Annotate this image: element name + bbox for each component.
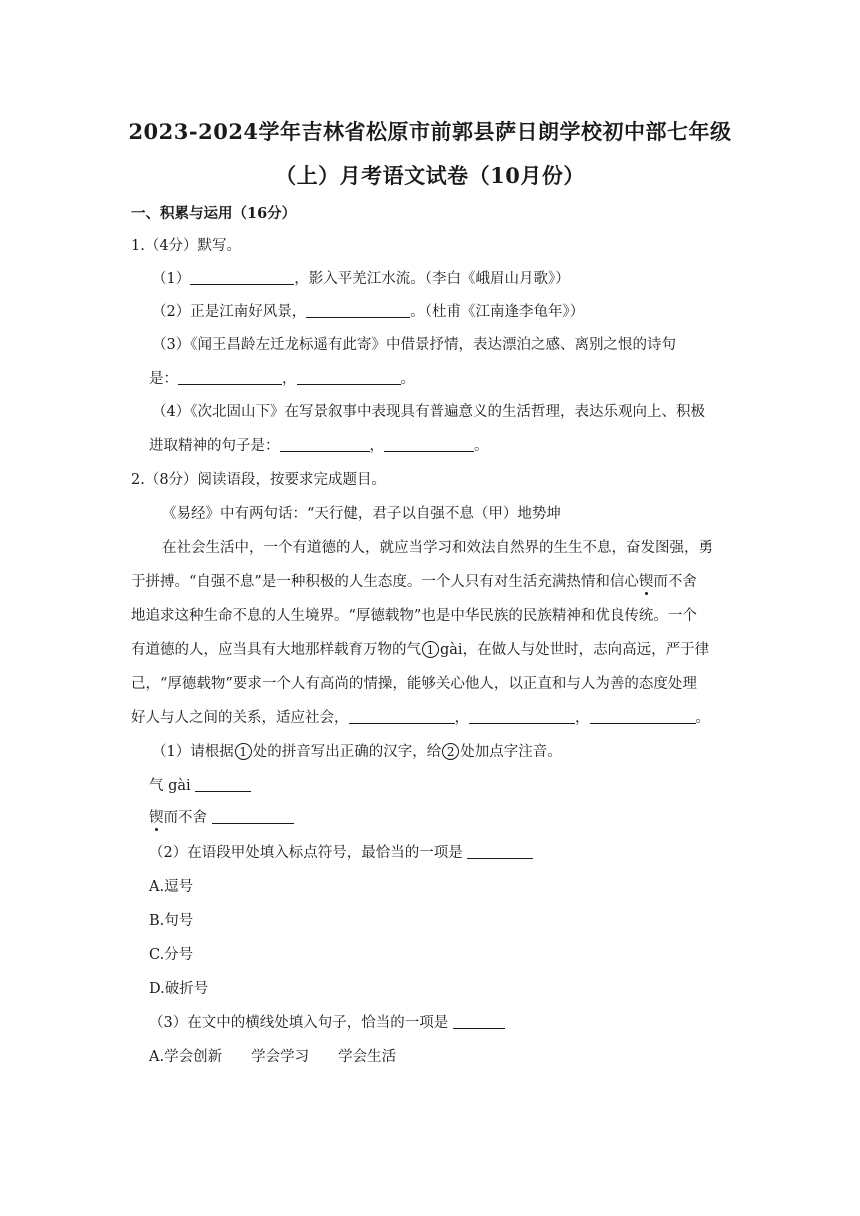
- answer-blank[interactable]: [384, 436, 474, 452]
- answer-blank[interactable]: [280, 436, 370, 452]
- comma: ，: [454, 710, 469, 726]
- item-3-prefix: 是：: [149, 371, 178, 387]
- answer-blank[interactable]: [349, 708, 455, 724]
- answer-blank[interactable]: [306, 302, 410, 318]
- question-1-stem: 1.（4分）默写。: [131, 238, 242, 254]
- section-heading: 一、积累与运用（16分）: [131, 205, 297, 222]
- sub-question-text: 处的拼音写出正确的汉字，给: [252, 744, 442, 760]
- passage-line-5: 己，“厚德载物”要求一个人有高尚的情操，能够关心他人，以正直和与人为善的态度处理: [131, 676, 697, 692]
- passage-text: 好人与人之间的关系，适应社会，: [131, 710, 349, 726]
- answer-blank[interactable]: [453, 1013, 505, 1029]
- sub-question-3: [149, 1013, 505, 1033]
- sub-question-2: [149, 843, 533, 863]
- question-1-item-4-line-1: （4）《次北固山下》在写景叙事中表现具有普遍意义的生活哲理，表达乐观向上、积极: [152, 404, 705, 420]
- exam-title-line-1: 2023-2024学年吉林省松原市前郭县萨日朗学校初中部七年级: [128, 119, 732, 144]
- comma: ，: [282, 371, 297, 387]
- option-b[interactable]: B.句号: [149, 913, 194, 929]
- circled-number-1: 1: [422, 641, 439, 658]
- sub-question-text: （1）请根据: [152, 744, 234, 760]
- passage-line-2: [131, 572, 697, 592]
- answer-blank[interactable]: [467, 843, 533, 859]
- answer-line-2: [149, 808, 294, 828]
- passage-line-6: [131, 708, 710, 728]
- item-1-text: ，影入平羌江水流。（李白《峨眉山月歌》）: [294, 271, 570, 287]
- passage-text: gài，在做人与处世时，志向高远，严于律: [440, 642, 710, 658]
- exam-title-line-2: （上）月考语文试卷（10月份）: [275, 163, 585, 188]
- item-2-prefix: （2）正是江南好风景，: [152, 304, 307, 320]
- answer-blank[interactable]: [178, 369, 282, 385]
- item-4-prefix: 进取精神的句子是：: [149, 438, 280, 454]
- sub-question-text: （2）在语段甲处填入标点符号，最恰当的一项是: [149, 845, 463, 861]
- option-d[interactable]: D.破折号: [149, 981, 209, 997]
- answer-blank[interactable]: [190, 269, 294, 285]
- item-1-prefix: （1）: [152, 271, 191, 287]
- option-c[interactable]: C.分号: [149, 947, 194, 963]
- period: 。: [474, 438, 489, 454]
- answer-label: 气 gài: [149, 778, 191, 794]
- passage-text: 而不舍: [653, 574, 697, 590]
- answer-blank[interactable]: [590, 708, 696, 724]
- sub-question-3-option-a[interactable]: A.学会创新 学会学习 学会生活: [149, 1049, 397, 1065]
- comma: ，: [369, 438, 384, 454]
- circled-number-1: 1: [235, 743, 252, 760]
- question-1-item-3-line-1: （3）《闻王昌龄左迁龙标遥有此寄》中借景抒情，表达漂泊之感、离别之恨的诗句: [152, 337, 676, 353]
- passage-line-3: 地追求这种生命不息的人生境界。“厚德载物”也是中华民族的民族精神和优良传统。一个: [131, 608, 697, 624]
- passage-line-4: [131, 640, 709, 660]
- question-1-item-3-line-2: [149, 369, 415, 389]
- question-1-item-1: [152, 269, 570, 289]
- question-1-item-2: [152, 302, 584, 322]
- passage-line-1: 在社会生活中，一个有道德的人，就应当学习和效法自然界的生生不息，奋发图强，勇: [162, 540, 713, 556]
- answer-blank[interactable]: [297, 369, 401, 385]
- option-a[interactable]: A.逗号: [149, 879, 194, 895]
- circled-number-2: 2: [442, 743, 459, 760]
- answer-blank[interactable]: [469, 708, 575, 724]
- answer-blank[interactable]: [212, 808, 294, 824]
- passage-text: 有道德的人，应当具有大地那样载育万物的气: [131, 642, 421, 658]
- period: 。: [695, 710, 710, 726]
- period: 。: [400, 371, 415, 387]
- answer-label: 而不舍: [163, 810, 207, 826]
- answer-blank[interactable]: [195, 776, 251, 792]
- answer-line-1: [149, 776, 251, 796]
- passage-text: 于拼搏。“自强不息”是一种积极的人生态度。一个人只有对生活充满热情和信心: [131, 574, 639, 590]
- question-1-item-4-line-2: [149, 436, 489, 456]
- dotted-character: 锲: [149, 810, 164, 826]
- comma: ，: [575, 710, 590, 726]
- question-2-stem: 2.（8分）阅读语段，按要求完成题目。: [131, 472, 387, 488]
- sub-question-text: 处加点字注音。: [460, 744, 562, 760]
- sub-question-1: [152, 742, 562, 762]
- dotted-character: 锲: [638, 574, 654, 590]
- sub-question-text: （3）在文中的横线处填入句子，恰当的一项是: [149, 1015, 449, 1031]
- passage-quote: 《易经》中有两句话：“天行健，君子以自强不息（甲）地势坤: [162, 506, 561, 522]
- item-2-text: 。（杜甫《江南逢李龟年》）: [410, 304, 585, 320]
